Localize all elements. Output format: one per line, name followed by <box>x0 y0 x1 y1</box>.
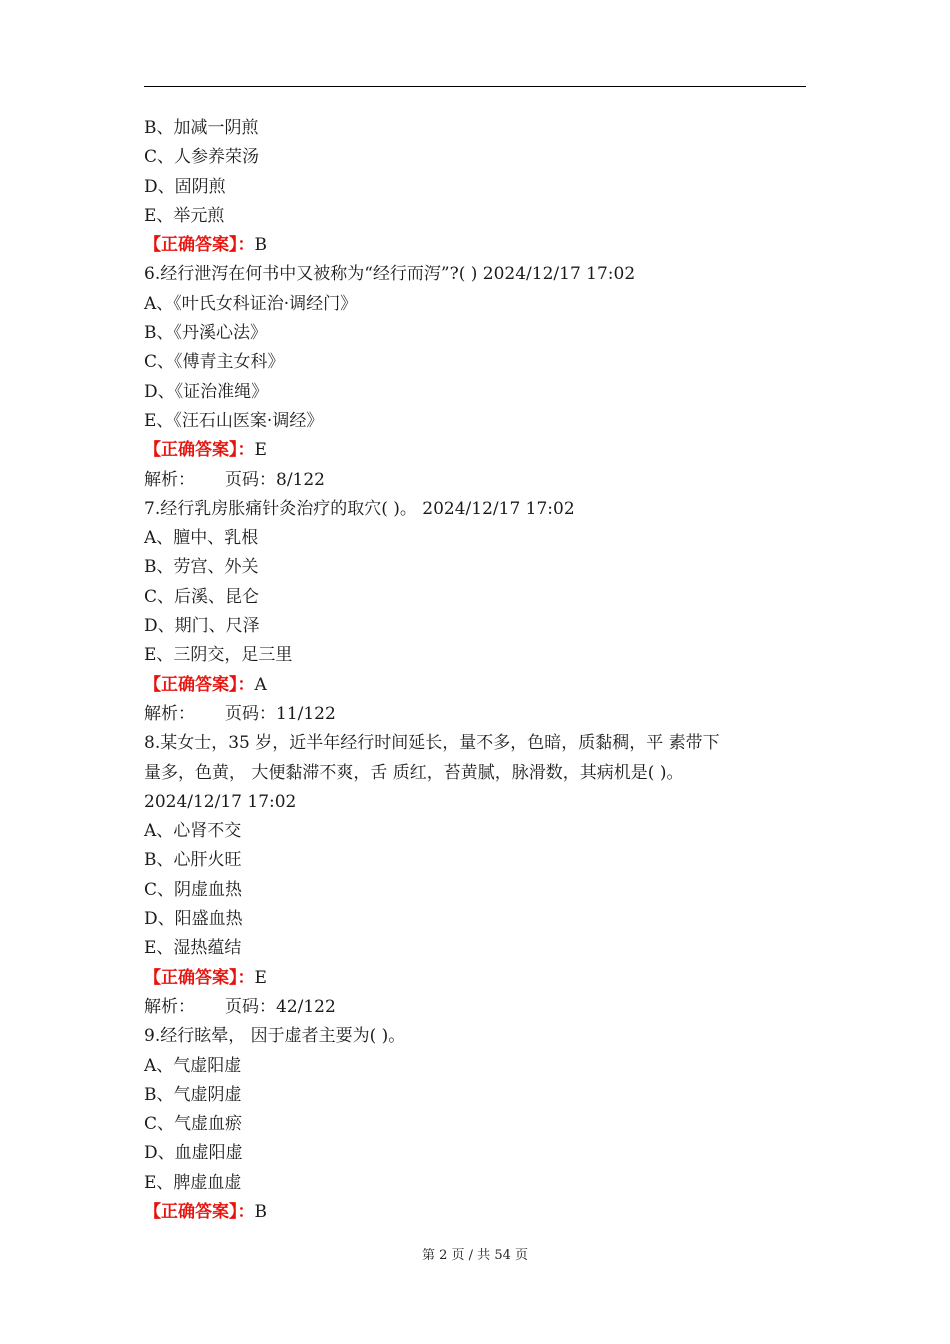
analysis-label: 解析： <box>144 703 195 724</box>
option-a: A、心肾不交 <box>144 821 242 842</box>
document-body <box>144 114 806 1227</box>
option-a: A、膻中、乳根 <box>144 528 259 549</box>
option-a: A、《叶氏女科证治·调经门》 <box>144 293 358 314</box>
question-text-line-1: 8.某女士，35 岁，近半年经行时间延长，量不多，色暗，质黏稠，平 素带下 <box>144 733 720 754</box>
answer-label: 【正确答案】： <box>144 674 255 695</box>
answer-line <box>144 964 806 993</box>
question-7 <box>144 495 806 729</box>
answer-line <box>144 436 806 465</box>
analysis-label: 解析： <box>144 996 195 1017</box>
question-text: 6.经行泄泻在何书中又被称为“经行而泻”?( ) 2024/12/17 17:02 <box>144 264 636 285</box>
option-b: B、加减一阴煎 <box>144 118 259 138</box>
option-c: C、气虚血瘀 <box>144 1114 243 1135</box>
option-d: D、期门、尺泽 <box>144 616 260 637</box>
option-b: B、劳宫、外关 <box>144 557 259 578</box>
answer-value: A <box>254 674 267 695</box>
option-d: D、固阴煎 <box>144 176 226 197</box>
option-c: C、后溪、昆仑 <box>144 586 260 607</box>
option-d: D、阳盛血热 <box>144 909 243 930</box>
question-text: 7.经行乳房胀痛针灸治疗的取穴( )。 2024/12/17 17:02 <box>144 498 575 519</box>
analysis-page: 页码：11/122 <box>225 703 336 724</box>
answer-label: 【正确答案】： <box>144 235 255 256</box>
question-9 <box>144 1022 806 1227</box>
answer-label: 【正确答案】： <box>144 1201 255 1222</box>
question-text: 9.经行眩晕， 因于虚者主要为( )。 <box>144 1026 406 1047</box>
answer-line <box>144 671 806 700</box>
answer-label: 【正确答案】： <box>144 967 255 988</box>
question-text-line-2: 量多，色黄， 大便黏滞不爽，舌 质红，苔黄腻，脉滑数，其病机是( )。 <box>144 762 684 783</box>
question-8 <box>144 729 806 1022</box>
question-timestamp: 2024/12/17 17:02 <box>144 791 297 812</box>
answer-label: 【正确答案】： <box>144 440 255 461</box>
analysis-line <box>144 993 806 1022</box>
option-d: D、《证治准绳》 <box>144 381 269 402</box>
answer-value: E <box>254 967 267 988</box>
header-rule <box>144 86 806 87</box>
analysis-line <box>144 700 806 729</box>
analysis-page: 页码：8/122 <box>225 469 325 490</box>
option-a: A、气虚阳虚 <box>144 1055 242 1076</box>
analysis-label: 解析： <box>144 469 195 490</box>
answer-value: B <box>254 235 267 256</box>
option-d: D、血虚阳虚 <box>144 1143 243 1164</box>
option-b: B、心肝火旺 <box>144 850 242 871</box>
question-5 <box>144 114 806 260</box>
question-6 <box>144 260 806 494</box>
option-b: B、《丹溪心法》 <box>144 323 267 344</box>
answer-value: E <box>254 440 267 461</box>
option-c: C、《傅青主女科》 <box>144 352 285 373</box>
analysis-page: 页码：42/122 <box>225 996 336 1017</box>
option-e: E、三阴交，足三里 <box>144 645 293 666</box>
option-e: E、举元煎 <box>144 205 225 226</box>
answer-value: B <box>254 1201 267 1222</box>
option-e: E、脾虚血虚 <box>144 1172 242 1193</box>
option-e: E、湿热蕴结 <box>144 938 242 959</box>
option-e: E、《汪石山医案·调经》 <box>144 410 324 431</box>
answer-line <box>144 231 806 260</box>
option-c: C、阴虚血热 <box>144 879 243 900</box>
page-footer: 第 2 页 / 共 54 页 <box>422 1248 528 1263</box>
option-b: B、气虚阴虚 <box>144 1084 242 1105</box>
analysis-line <box>144 466 806 495</box>
answer-line <box>144 1198 806 1227</box>
option-c: C、人参养荣汤 <box>144 147 260 168</box>
